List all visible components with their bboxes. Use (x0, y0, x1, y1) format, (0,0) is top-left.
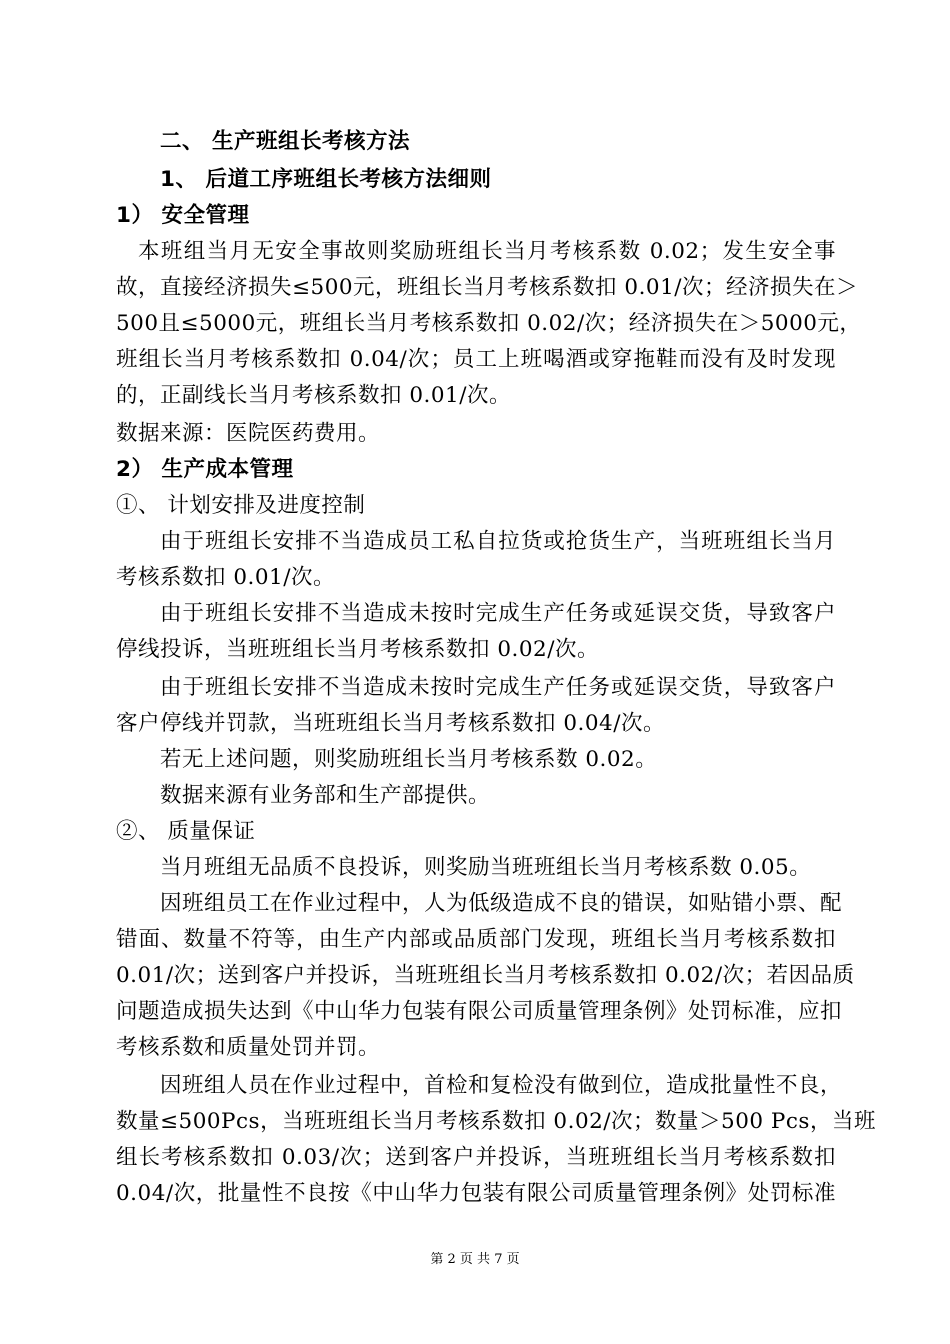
paragraph-line: 因班组人员在作业过程中，首检和复检没有做到位，造成批量性不良， (160, 1073, 843, 1098)
paragraph-line: 停线投诉，当班班组长当月考核系数扣 0.02/次。 (116, 637, 599, 662)
paragraph-line: 由于班组长安排不当造成未按时完成生产任务或延误交货，导致客户 (160, 601, 836, 626)
item-heading-safety: 1） 安全管理 (116, 203, 250, 228)
subsection-heading: 1、 后道工序班组长考核方法细则 (160, 167, 492, 192)
paragraph-line: 班组长当月考核系数扣 0.04/次；员工上班喝酒或穿拖鞋而没有及时发现 (116, 347, 836, 372)
paragraph-line: 的，正副线长当月考核系数扣 0.01/次。 (116, 383, 511, 408)
paragraph-line: 故，直接经济损失≤500元，班组长当月考核系数扣 0.01/次；经济损失在＞ (116, 275, 859, 300)
paragraph-line: 0.01/次；送到客户并投诉，当班班组长当月考核系数扣 0.02/次；若因品质 (116, 963, 855, 988)
data-source-line: 数据来源：医院医药费用。 (116, 421, 381, 446)
paragraph-line: 本班组当月无安全事故则奖励班组长当月考核系数 0.02；发生安全事 (138, 239, 836, 264)
paragraph-line: 当月班组无品质不良投诉，则奖励当班班组长当月考核系数 0.05。 (160, 855, 812, 880)
paragraph-line: 若无上述问题，则奖励班组长当月考核系数 0.02。 (160, 747, 658, 772)
section-heading: 二、 生产班组长考核方法 (160, 129, 410, 154)
paragraph-line: 问题造成损失达到《中山华力包装有限公司质量管理条例》处罚标准，应扣 (116, 999, 843, 1024)
paragraph-line: 数据来源有业务部和生产部提供。 (160, 783, 491, 808)
paragraph-line: 数量≤500Pcs，当班班组长当月考核系数扣 0.02/次；数量＞500 Pcs，当班 (116, 1109, 876, 1134)
paragraph-line: 考核系数扣 0.01/次。 (116, 565, 335, 590)
paragraph-line: 错面、数量不符等，由生产内部或品质部门发现，班组长当月考核系数扣 (116, 927, 836, 952)
subitem-heading-quality: ②、 质量保证 (116, 819, 256, 844)
paragraph-line: 500且≤5000元，班组长当月考核系数扣 0.02/次；经济损失在＞5000元， (116, 311, 862, 336)
paragraph-line: 由于班组长安排不当造成员工私自拉货或抢货生产，当班班组长当月 (160, 529, 836, 554)
item-heading-cost: 2） 生产成本管理 (116, 457, 294, 482)
page-footer: 第 2 页 共 7 页 (430, 1252, 520, 1267)
subitem-heading-planning: ①、 计划安排及进度控制 (116, 493, 366, 518)
paragraph-line: 客户停线并罚款，当班班组长当月考核系数扣 0.04/次。 (116, 711, 665, 736)
paragraph-line: 0.04/次，批量性不良按《中山华力包装有限公司质量管理条例》处罚标准 (116, 1181, 836, 1206)
paragraph-line: 考核系数和质量处罚并罚。 (116, 1035, 381, 1060)
paragraph-line: 组长考核系数扣 0.03/次；送到客户并投诉，当班班组长当月考核系数扣 (116, 1145, 836, 1170)
paragraph-line: 由于班组长安排不当造成未按时完成生产任务或延误交货，导致客户 (160, 675, 836, 700)
paragraph-line: 因班组员工在作业过程中，人为低级造成不良的错误，如贴错小票、配 (160, 891, 843, 916)
